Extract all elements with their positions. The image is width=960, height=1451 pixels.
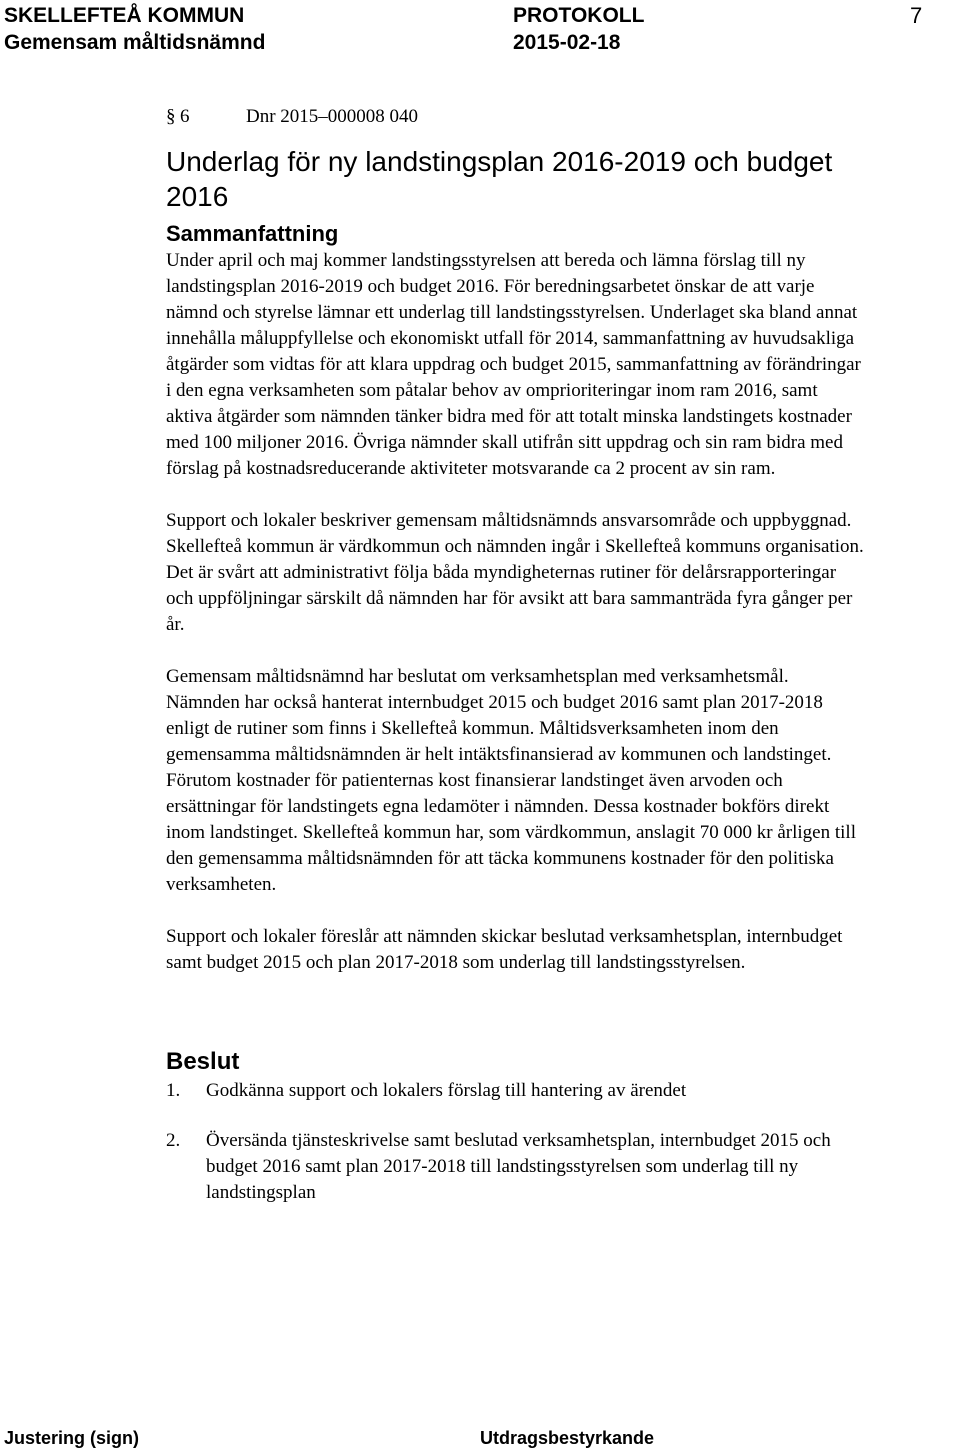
decision-heading: Beslut [166,1048,240,1075]
case-line [166,104,866,130]
summary-paragraph: Support och lokaler föreslår att nämnden skickar beslutad verksamhetsplan, internbudget samt budget 2015 och plan 2017-2018 som underlag till landstingsstyrelsen. [166,926,843,973]
page-number: 7 [910,3,923,28]
decision-item-text: Översända tjänsteskrivelse samt beslutad verksamhetsplan, internbudget 2015 och budget 2016 samt plan 2017-2018 till landstingsstyrelsen som underlag till ny landstingsplan [206,1130,831,1203]
summary-heading: Sammanfattning [166,221,339,246]
board-name: Gemensam måltidsnämnd [4,31,266,54]
summary-paragraph: Gemensam måltidsnämnd har beslutat om verksamhetsplan med verksamhetsmål. Nämnden har också hanterat internbudget 2015 och budget 2016 samt plan 2017-2018 enligt de rutiner som finns i Skellefteå kommun. Måltidsverksamheten inom den gemensamma måltidsnämnden är helt intäktsfinansierad av kommunen och landstinget. Förutom kostnader för patienternas kost finansierar landstinget även arvoden och ersättningar för landstingets egna ledamöter i nämnden. Dessa kostnader bokförs direkt inom landstinget. Skellefteå kommun har, som värdkommun, anslagit 70 000 kr årligen till den gemensamma måltidsnämnden för att täcka kommunens kostnader för den politiska verksamheten. [166,666,856,895]
summary-paragraph: Support och lokaler beskriver gemensam måltidsnämnds ansvarsområde och uppbyggnad. Skellefteå kommun är värdkommun och nämnden ingår i Skellefteå kommuns organisation. Det är svårt att administrativt följa båda myndigheternas rutiner för delårsrapporteringar och uppföljningar särskilt då nämnden har för avsikt att bara sammanträda fyra gånger per år. [166,510,864,635]
page-title: Underlag för ny landstingsplan 2016-2019 och budget 2016 [166,146,833,212]
decision-item [166,1128,866,1206]
organization-name: SKELLEFTEÅ KOMMUN [4,4,245,27]
case-reference: Dnr 2015–000008 040 [246,106,419,127]
document-body [166,104,866,1206]
summary-paragraph: Under april och maj kommer landstingsstyrelsen att bereda och lämna förslag till ny landstingsplan 2016-2019 och budget 2016. För beredningsarbetet önskar de att varje nämnd och styrelse lämnar ett underlag till landstingsstyrelsen. Underlaget ska bland annat innehålla måluppfyllelse och ekonomiskt utfall för 2014, sammanfattning av huvudsakliga åtgärder som vidtas för att klara uppdrag och budget 2015, sammanfattning av förändringar i den egna verksamheten som påtalar behov av omprioriteringar inom ram 2016, samt aktiva åtgärder som nämnden tänker bidra med för att totalt minska landstingets kostnader med 100 miljoner 2016. Övriga nämnder skall utifrån sitt uppdrag och sin ram bidra med förslag på kostnadsreducerande aktiviteter motsvarande ca 2 procent av sin ram. [166,250,861,479]
decision-item-number: 1. [166,1080,181,1101]
document-type: PROTOKOLL [513,4,645,27]
certification-label: Utdragsbestyrkande [480,1428,655,1448]
signature-label: Justering (sign) [4,1428,140,1448]
document-date: 2015-02-18 [513,31,621,54]
decision-item-number: 2. [166,1130,181,1151]
decision-item [166,1078,866,1104]
case-number: 6 [180,106,190,127]
decision-item-text: Godkänna support och lokalers förslag till hantering av ärendet [206,1080,687,1101]
section-sign: § [166,106,176,127]
